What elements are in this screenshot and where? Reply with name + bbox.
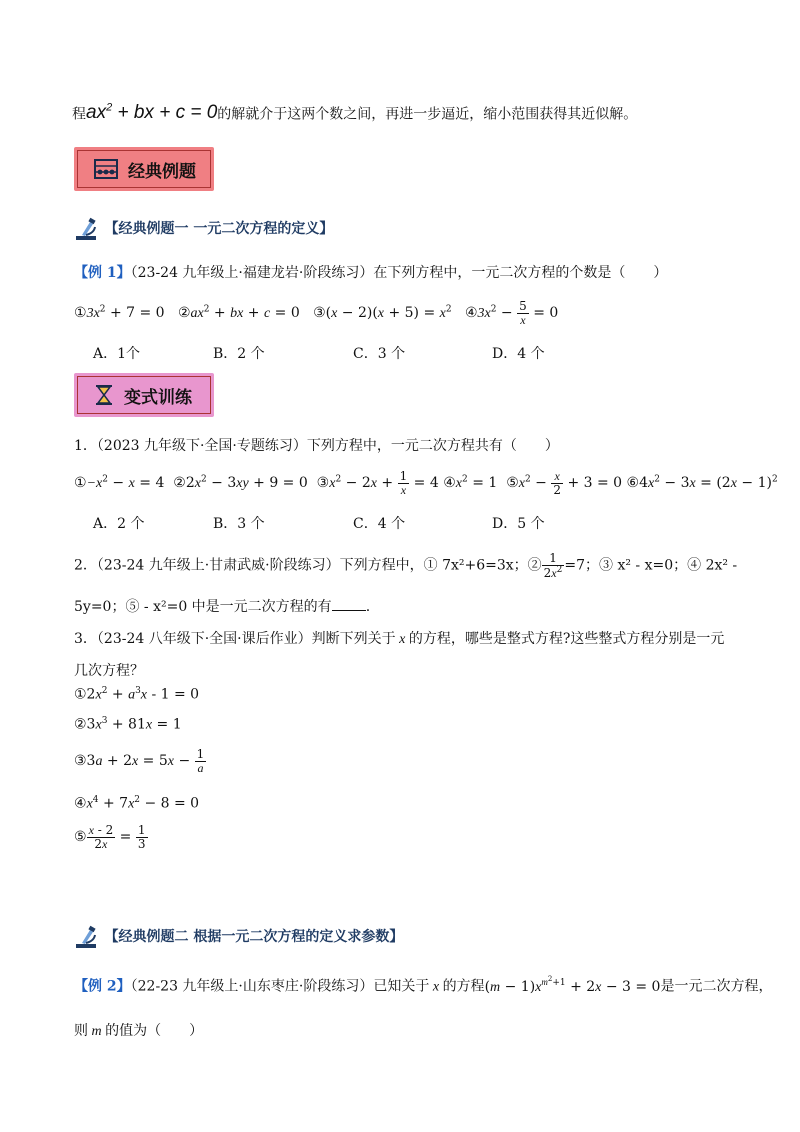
q2-line2 xyxy=(74,596,370,616)
example1-option-d[interactable]: D．4 个 xyxy=(492,346,545,362)
example1-eq-4: $④3x^2$ − $\frac{5}{x}$ = 0 xyxy=(464,299,559,327)
q3-eq-4: $④x^4 + 7x^2 - 8 = 0$ xyxy=(74,795,200,812)
example2-text-b: 的方程 xyxy=(442,978,485,995)
q3-line1 xyxy=(74,628,724,648)
q2-line1-text: 2．（23-24 九年级上·甘肃武威·阶段练习）下列方程中，① 7x²+6=3x；② xyxy=(74,557,542,574)
topic2-title: 【经典例题二 根据一元二次方程的定义求参数】 xyxy=(104,929,404,945)
q1-eq-3: $③x^2 - 2x$ + $\frac{1}{x}$ = 4 xyxy=(316,469,439,497)
example2-text-a: （22-23 九年级上·山东枣庄·阶段练习）已知关于 xyxy=(130,978,430,995)
example2-line2 xyxy=(74,1020,203,1040)
q1-option-c[interactable]: C．4 个 xyxy=(353,516,406,532)
abacus-icon xyxy=(94,159,118,179)
example2-var-m: m xyxy=(88,1024,106,1039)
example1-eq-3: ③(x − $2)(x + 5) = x^2$ xyxy=(313,304,452,322)
example1-eq-2: $②ax^2$ + bx + c = 0 xyxy=(177,304,300,322)
example1-equations xyxy=(74,300,558,326)
example2-line2-b: 的值为（ ） xyxy=(105,1023,204,1039)
q2-answer-blank[interactable] xyxy=(332,610,366,611)
variants-banner-label: 变式训练 xyxy=(124,387,192,408)
q3-eq-5: ⑤ $\frac{x - 2}{2x}$ = $\frac{1}{3}$ xyxy=(74,823,146,851)
q1-eq-2: $②2x^2 - 3xy + 9 = 0$ xyxy=(173,474,308,492)
example1-option-c[interactable]: C．3 个 xyxy=(353,346,406,362)
q3-eq-3: ③3a + 2x = 5x − $\frac{1}{a}$ xyxy=(74,747,205,775)
topic1-header xyxy=(74,217,333,241)
example2-var-x: x xyxy=(429,979,443,995)
intro-suffix: 的解就介于这两个数之间，再进一步逼近，缩小范围获得其近似解。 xyxy=(217,106,638,123)
variants-banner xyxy=(74,373,214,417)
q1-eq-5: $⑤x^2$ − $\frac{x}{2}$ + 3 = 0 xyxy=(506,469,623,497)
q2-line2-end: . xyxy=(365,599,371,615)
intro-prefix: 程 xyxy=(72,106,86,123)
example2-tag: 【例 2】 xyxy=(74,978,131,995)
q3-line1-b: 的方程，哪些是整式方程?这些整式方程分别是一元 xyxy=(408,631,725,647)
q3-line1-a: 3．（23-24 八年级下·全国·课后作业）判断下列关于 xyxy=(74,631,396,647)
example1-eq-1: $①3x^2 + 7 = 0$ xyxy=(74,304,165,322)
q1-eq-6: $⑥4x^2 - 3x = (2x - 1)^2$ xyxy=(626,474,778,492)
microscope-icon xyxy=(74,925,100,949)
q1-eq-1: $①-x^2 - x = 4$ xyxy=(74,474,165,492)
example2-equation: $(m - 1)x^{m^2+1} + 2x - 3 = 0$ xyxy=(484,975,661,995)
q1-option-d[interactable]: D．5 个 xyxy=(492,516,545,532)
q2-line1-rest: =7；③ x² - x=0；④ 2x² - xyxy=(564,557,738,574)
intro-line xyxy=(72,102,637,124)
examples-banner-label: 经典例题 xyxy=(128,161,196,182)
q1-option-a[interactable]: A．2 个 xyxy=(93,516,145,532)
example2-line2-a: 则 xyxy=(74,1023,88,1039)
example1-option-a[interactable]: A．1个 xyxy=(93,346,141,362)
example1-text: （23-24 九年级上·福建龙岩·阶段练习）在下列方程中，一元二次方程的个数是（ ） xyxy=(130,265,668,281)
q3-eq-2: $②3x^3 + 81x = 1$ xyxy=(74,716,182,733)
q2-fraction: $\frac{1}{2x^2}$ xyxy=(543,551,563,580)
q1-eq-4: $④x^2 = 1$ xyxy=(443,474,498,492)
intro-equation: $ax^2$ + bx + c = 0 xyxy=(86,102,218,124)
example2-line1 xyxy=(74,975,772,996)
q3-eq-1: $①2x^2 + a^3x - 1 = 0$ xyxy=(74,686,200,703)
q1-equations xyxy=(74,470,778,496)
q3-variable: x xyxy=(395,632,409,647)
q1-question: 1．（2023 九年级下·全国·专题练习）下列方程中，一元二次方程共有（ ） xyxy=(74,438,559,454)
topic1-title: 【经典例题一 一元二次方程的定义】 xyxy=(104,221,334,237)
q1-option-b[interactable]: B．3 个 xyxy=(213,516,265,532)
microscope-icon xyxy=(74,217,100,241)
example2-text-c: 是一元二次方程， xyxy=(660,978,773,995)
hourglass-icon xyxy=(94,384,114,406)
example1-option-b[interactable]: B．2 个 xyxy=(213,346,265,362)
examples-banner xyxy=(74,147,214,191)
example1-tag: 【例 1】 xyxy=(74,265,131,281)
q2-line2-text: 5y=0；⑤ - x²=0 中是一元二次方程的有 xyxy=(74,599,332,615)
topic2-header xyxy=(74,925,403,949)
example1-question xyxy=(74,262,667,282)
q2-line1 xyxy=(74,552,737,579)
q3-line2: 几次方程？ xyxy=(74,663,144,679)
